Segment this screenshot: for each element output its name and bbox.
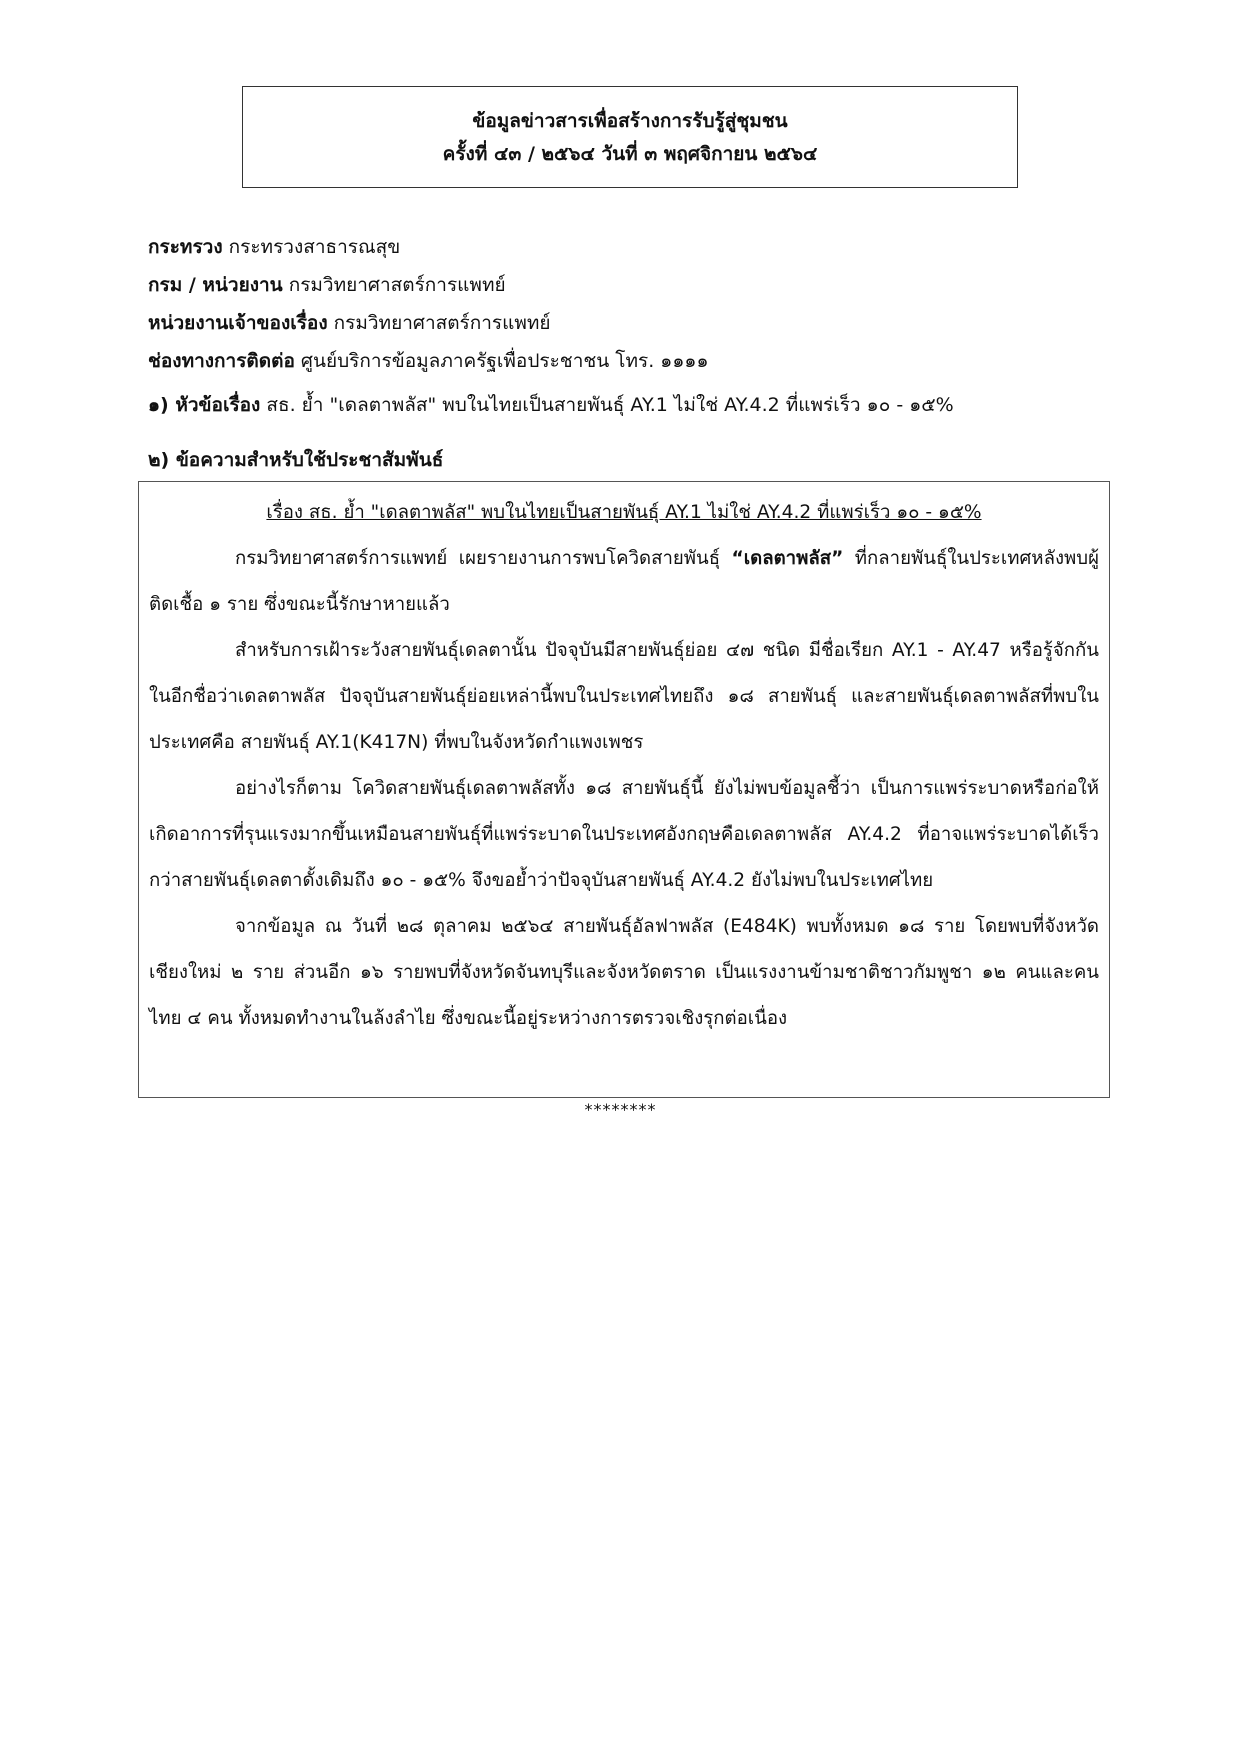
press-message-box [138,481,1110,1098]
meta-dept-value: กรมวิทยาศาสตร์การแพทย์ [288,274,506,296]
meta-owner-row [148,304,1108,342]
press-message-title: เรื่อง สธ. ย้ำ "เดลตาพลัส" พบในไทยเป็นสายพันธุ์ AY.1 ไม่ใช่ AY.4.2 ที่แพร่เร็ว ๑๐ - ๑๕% [266,502,982,523]
meta-contact-row [148,342,1108,380]
press-paragraph-1-pre: กรมวิทยาศาสตร์การแพทย์ เผยรายงานการพบโควิดสายพันธุ์ [235,548,732,569]
end-mark: ******** [584,1100,657,1119]
press-paragraph-2: สำหรับการเฝ้าระวังสายพันธุ์เดลตานั้น ปัจจุบันมีสายพันธุ์ย่อย ๔๗ ชนิด มีชื่อเรียก AY.1 - AY.47 หรือรู้จักกันในอีกชื่อว่าเดลตาพลัส ปัจจุบันสายพันธุ์ย่อยเหล่านี้พบในประเทศไทยถึง ๑๘ สายพันธุ์ และสายพันธุ์เดลตาพลัสที่พบในประเทศคือ สายพันธุ์ AY.1(K417N) ที่พบในจังหวัดกำแพงเพชร [149,640,1099,753]
section-2-heading: ๒) ข้อความสำหรับใช้ประชาสัมพันธ์ [148,449,444,471]
meta-contact-label: ช่องทางการติดต่อ [148,350,295,372]
meta-contact-value: ศูนย์บริการข้อมูลภาครัฐเพื่อประชาชน โทร. ๑๑๑๑ [300,350,709,372]
meta-ministry-row [148,228,1108,266]
meta-topic-row [148,386,1108,424]
press-paragraph-1 [149,536,1099,628]
meta-dept-row [148,266,1108,304]
press-paragraph-1-post: ที่กลายพันธุ์ในประเทศหลังพบผู้ติดเชื้อ ๑ ราย ซึ่งขณะนี้รักษาหายแล้ว [149,548,1099,615]
meta-dept-label: กรม / หน่วยงาน [148,274,283,296]
press-paragraph-4: จากข้อมูล ณ วันที่ ๒๘ ตุลาคม ๒๕๖๔ สายพันธุ์อัลฟาพลัส (E484K) พบทั้งหมด ๑๘ ราย โดยพบที่จังหวัดเชียงใหม่ ๒ ราย ส่วนอีก ๑๖ รายพบที่จังหวัดจันทบุรีและจังหวัดตราด เป็นแรงงานข้ามชาติชาวกัมพูชา ๑๒ คนและคนไทย ๔ คน ทั้งหมดทำงานในล้งลำไย ซึ่งขณะนี้อยู่ระหว่างการตรวจเชิงรุกต่อเนื่อง [149,916,1099,1029]
press-paragraph-3: อย่างไรก็ตาม โควิดสายพันธุ์เดลตาพลัสทั้ง ๑๘ สายพันธุ์นี้ ยังไม่พบข้อมูลชี้ว่า เป็นการแพร่ระบาดหรือก่อให้เกิดอาการที่รุนแรงมากขึ้นเหมือนสายพันธุ์ที่แพร่ระบาดในประเทศอังกฤษคือเดลตาพลัส AY.4.2 ที่อาจแพร่ระบาดได้เร็วกว่าสายพันธุ์เดลตาดั้งเดิมถึง ๑๐ - ๑๕% จึงขอย้ำว่าปัจจุบันสายพันธุ์ AY.4.2 ยังไม่พบในประเทศไทย [149,778,1099,891]
meta-ministry-value: กระทรวงสาธารณสุข [228,236,401,258]
press-paragraph-1-bold: “เดลตาพลัส” [731,548,844,569]
document-header-box [242,86,1018,188]
header-issue-date: ครั้งที่ ๔๓ / ๒๕๖๔ วันที่ ๓ พฤศจิกายน ๒๕๖๔ [442,143,818,165]
meta-owner-label: หน่วยงานเจ้าของเรื่อง [148,312,328,334]
meta-topic-label: ๑) หัวข้อเรื่อง [148,394,261,416]
header-title: ข้อมูลข่าวสารเพื่อสร้างการรับรู้สู่ชุมชน [472,110,788,132]
meta-owner-value: กรมวิทยาศาสตร์การแพทย์ [333,312,551,334]
meta-topic-value: สธ. ย้ำ "เดลตาพลัส" พบในไทยเป็นสายพันธุ์ AY.1 ไม่ใช่ AY.4.2 ที่แพร่เร็ว ๑๐ - ๑๕% [266,394,954,416]
document-meta [148,228,1108,424]
meta-ministry-label: กระทรวง [148,236,223,258]
